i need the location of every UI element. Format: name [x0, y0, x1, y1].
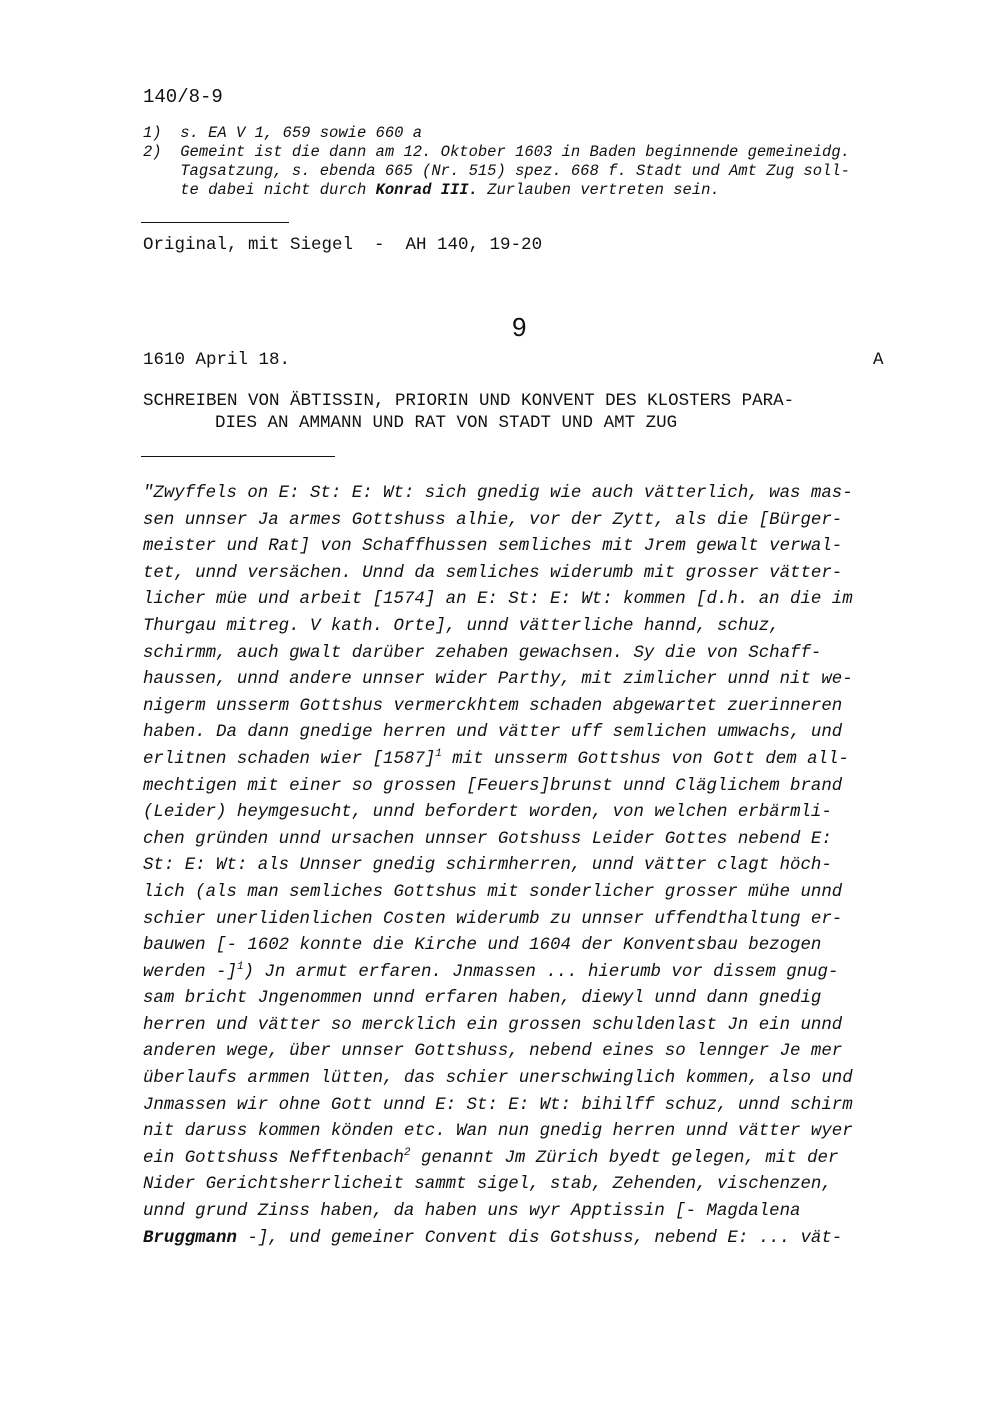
body-line: überlaufs armmen lütten, das schier unerschwinglich kommen, also und	[143, 1069, 853, 1089]
body-text: mit unsserm Gottshus von Gott dem all-	[441, 749, 849, 769]
body-line: lich (als man semliches Gottshus mit sonderlicher grosser mühe unnd	[143, 882, 843, 902]
body-line	[143, 960, 923, 987]
body-text: genannt Jm Zürich byedt gelegen, mit der	[410, 1148, 839, 1168]
body-line: St: E: Wt: als Unnser gnedig schirmherren, unnd vätter clagt höch-	[143, 856, 832, 876]
body-text: -], und gemeiner Convent dis Gotshuss, nebend E: ... vät-	[236, 1228, 843, 1248]
document-number: 9	[512, 312, 527, 342]
footnote-marker: 2)	[143, 143, 162, 161]
footnote-ref: 1	[236, 960, 244, 973]
footnote-name-bold: Konrad III.	[375, 181, 478, 199]
body-line: haussen, unnd andere unnser wider Parthy, mit zimlicher unnd nit we-	[143, 670, 853, 690]
body-line: nigerm unsserm Gottshus vermerckhtem schaden abgewartet zuerinneren	[143, 696, 843, 716]
body-line: nit daruss kommen könden etc. Wan nun gnedig herren unnd vätter wyer	[143, 1122, 853, 1142]
document-body	[143, 481, 923, 1252]
title-line-2: DIES AN AMMANN UND RAT VON STADT UND AMT ZUG	[215, 413, 678, 433]
body-line: tet, unnd versächen. Unnd da semliches widerumb mit grosser vätter-	[143, 563, 843, 583]
title-divider	[141, 456, 335, 457]
footnote-ref: 2	[403, 1146, 411, 1159]
document-flag: A	[873, 350, 884, 370]
body-line: (Leider) heymgesucht, unnd befordert worden, von welchen erbärmli-	[143, 803, 832, 823]
body-line	[143, 1226, 923, 1253]
footnote-text-line: te dabei nicht durch	[180, 181, 376, 199]
body-line: schier unerlidenlichen Costen widerumb zu unnser uffendthaltung er-	[143, 909, 843, 929]
body-line: herren und vätter so mercklich ein grossen schuldenlast Jn ein unnd	[143, 1015, 843, 1035]
body-line: Jnmassen wir ohne Gott unnd E: St: E: Wt: bihilff schuz, unnd schirm	[143, 1095, 853, 1115]
title-line-1: SCHREIBEN VON ÄBTISSIN, PRIORIN UND KONVENT DES KLOSTERS PARA-	[143, 391, 795, 411]
body-name-bold: Bruggmann	[143, 1228, 237, 1248]
body-line: bauwen [- 1602 konnte die Kirche und 1604 der Konventsbau bezogen	[143, 936, 822, 956]
body-line: mechtigen mit einer so grossen [Feuers]brunst unnd Cläglichem brand	[143, 776, 843, 796]
document-date: 1610 April 18.	[143, 350, 291, 370]
footnote-ref: 1	[435, 747, 442, 760]
body-line: sam bricht Jngenommen unnd erfaren haben, diewyl unnd dann gnedig	[143, 989, 822, 1009]
body-line: licher müe und arbeit [1574] an E: St: E: Wt: kommen [d.h. an die im	[143, 590, 853, 610]
body-line: anderen wege, über unnser Gottshuss, nebend eines so lennger Je mer	[143, 1042, 843, 1062]
body-text: ein Gottshuss Nefftenbach	[143, 1148, 404, 1168]
body-line: unnd grund Zinss haben, da haben uns wyr Apptissin [- Magdalena	[143, 1202, 801, 1222]
body-line	[143, 1146, 923, 1173]
body-line: "Zwyffels on E: St: E: Wt: sich gnedig wie auch vätterlich, was mas-	[143, 484, 853, 503]
footnote-divider	[141, 222, 289, 223]
body-text: erlitnen schaden wier [1587]	[143, 749, 436, 769]
body-text: werden -]	[143, 962, 237, 982]
footnote-text-line: Tagsatzung, s. ebenda 665 (Nr. 515) spez. 668 f. Stadt und Amt Zug soll-	[180, 162, 850, 180]
body-line: sen unnser Ja armes Gottshuss alhie, vor der Zytt, als die [Bürger-	[143, 510, 843, 530]
body-line	[143, 747, 923, 774]
footnote-text-line: Gemeint ist die dann am 12. Oktober 1603 in Baden beginnende gemeineidg.	[180, 143, 850, 161]
body-line: Nider Gerichtsherrlicheit sammt sigel, stab, Zehenden, vischenzen,	[143, 1175, 832, 1195]
document-title	[143, 390, 794, 434]
body-line: haben. Da dann gnedige herren und vätter uff semlichen umwachs, und	[143, 723, 843, 743]
body-line: chen gründen unnd ursachen unnser Gotshuss Leider Gottes nebend E:	[143, 829, 832, 849]
body-line: Thurgau mitreg. V kath. Orte], unnd vätterliche hannd, schuz,	[143, 616, 780, 636]
footnote-text: s. EA V 1, 659 sowie 660 a	[180, 124, 423, 142]
footnote-2	[143, 143, 850, 200]
footnote-marker: 1)	[143, 124, 162, 142]
body-line: meister und Rat] von Schaffhussen semliches mit Jrem gewalt verwal-	[143, 537, 843, 557]
page-reference: 140/8-9	[143, 86, 223, 108]
footnote-1	[143, 124, 422, 143]
source-line: Original, mit Siegel - AH 140, 19-20	[143, 235, 543, 255]
body-text: ) Jn armut erfaren. Jnmassen ... hierumb vor dissem gnug-	[243, 962, 839, 982]
footnote-text-line: Zurlauben vertreten sein.	[477, 181, 720, 199]
body-line: schirmm, auch gwalt darüber zehaben gewachsen. Sy die von Schaff-	[143, 643, 822, 663]
